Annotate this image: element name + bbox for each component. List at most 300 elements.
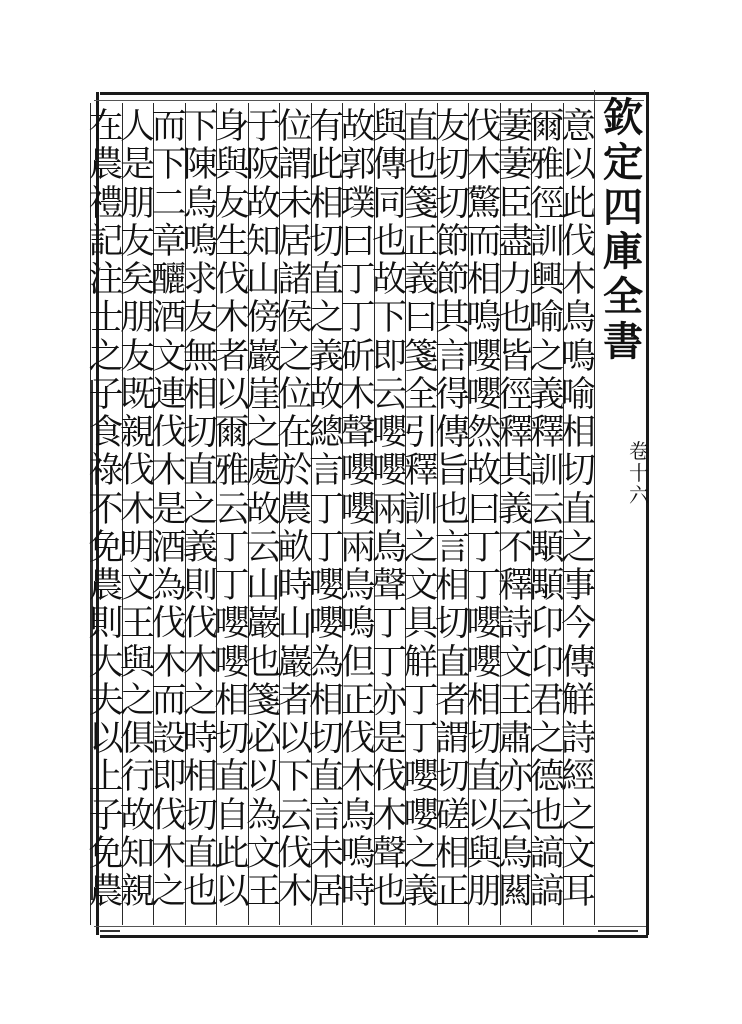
text-char: 為 [308,642,344,683]
text-char: 丁 [371,642,407,683]
text-char: 謞 [529,872,565,912]
text-char: 食 [88,413,124,453]
text-char: 兩 [340,527,376,568]
volume-char: 六 [629,483,649,507]
text-char: 未 [308,833,344,874]
text-char: 丁 [214,566,250,606]
text-char: 親 [119,413,155,453]
book-title [600,96,646,365]
text-char: 不 [88,489,124,530]
text-char: 而 [151,680,187,721]
text-char: 顒 [529,566,565,606]
text-char: 而 [466,221,502,262]
text-char: 之 [245,413,281,453]
text-char: 相 [182,757,218,798]
text-char: 身 [214,107,250,147]
text-char: 伐 [151,795,187,836]
text-char: 聲 [340,413,376,453]
text-char: 友 [119,336,155,377]
text-char: 士 [88,298,124,339]
text-char: 此 [214,833,250,874]
text-char: 直 [434,642,470,683]
text-char: 明 [119,527,155,568]
text-char: 卬 [529,604,565,645]
text-char: 箋 [403,183,439,224]
text-char: 故 [119,795,155,836]
text-char: 友 [434,107,470,147]
text-char: 之 [151,872,187,912]
text-char: 訓 [529,451,565,492]
text-char: 卬 [529,642,565,683]
text-char: 文 [151,336,187,377]
text-char: 此 [308,145,344,186]
text-char: 鳴 [466,298,502,339]
text-char: 亦 [497,757,533,798]
text-char: 磋 [434,795,470,836]
text-char: 時 [277,566,313,606]
text-char: 顒 [529,527,565,568]
text-char: 云 [245,527,281,568]
text-char: 直 [466,757,502,798]
text-char: 謞 [529,833,565,874]
text-char: 萋 [497,107,533,147]
text-char: 求 [182,260,218,300]
text-char: 也 [403,145,439,186]
text-char: 居 [308,872,344,912]
text-char: 文 [119,566,155,606]
text-char: 下 [151,145,187,186]
text-char: 之 [403,527,439,568]
text-char: 之 [277,336,313,377]
text-char: 為 [151,566,187,606]
text-char: 故 [308,374,344,415]
text-char: 在 [277,413,313,453]
text-char: 直 [560,489,596,530]
text-char: 王 [245,872,281,912]
text-char: 有 [308,107,344,147]
text-char: 也 [371,872,407,912]
text-char: 酒 [151,298,187,339]
text-char: 傳 [371,145,407,186]
text-char: 丁 [308,489,344,530]
text-char: 陳 [182,145,218,186]
text-char: 也 [371,221,407,262]
text-char: 之 [560,527,596,568]
text-char: 伐 [151,413,187,453]
text-char: 知 [245,221,281,262]
text-char: 文 [245,833,281,874]
text-char: 以 [560,145,596,186]
text-char: 謂 [434,719,470,759]
text-char: 必 [245,719,281,759]
text-char: 鳴 [340,833,376,874]
text-char: 也 [434,489,470,530]
text-char: 農 [88,145,124,186]
text-char: 之 [560,795,596,836]
text-char: 巖 [245,604,281,645]
text-char: 鳥 [560,298,596,339]
text-char: 朋 [119,183,155,224]
text-char: 曰 [403,298,439,339]
text-char: 上 [88,757,124,798]
text-char: 大 [88,642,124,683]
text-char: 萋 [497,145,533,186]
text-char: 訓 [529,221,565,262]
volume-label [628,440,650,506]
text-char: 肅 [497,719,533,759]
text-char: 居 [277,221,313,262]
text-char: 相 [466,260,502,300]
text-char: 山 [245,566,281,606]
text-char: 故 [245,183,281,224]
text-char: 此 [560,183,596,224]
text-char: 得 [434,374,470,415]
title-char: 書 [603,317,643,365]
text-char: 切 [434,183,470,224]
text-char: 全 [403,374,439,415]
text-char: 時 [340,872,376,912]
text-char: 朋 [119,298,155,339]
text-char: 也 [245,642,281,683]
text-char: 在 [88,107,124,147]
text-char: 鳥 [371,527,407,568]
text-char: 處 [245,451,281,492]
text-char: 事 [560,566,596,606]
text-char: 言 [434,527,470,568]
text-char: 自 [214,795,250,836]
text-char: 旨 [434,451,470,492]
text-char: 木 [151,642,187,683]
text-char: 相 [308,183,344,224]
text-char: 義 [403,260,439,300]
text-char: 相 [434,833,470,874]
text-char: 之 [182,489,218,530]
text-char: 云 [277,795,313,836]
text-char: 釋 [403,451,439,492]
text-char: 木 [214,298,250,339]
volume-char: 卷 [629,439,649,463]
text-char: 之 [88,336,124,377]
text-char: 與 [214,145,250,186]
text-char: 云 [214,489,250,530]
text-char: 禮 [88,183,124,224]
text-char: 云 [371,374,407,415]
text-char: 節 [434,221,470,262]
text-char: 友 [214,183,250,224]
text-char: 伐 [371,757,407,798]
text-char: 璞 [340,183,376,224]
text-char: 俱 [119,719,155,759]
text-char: 意 [560,107,596,147]
title-char: 四 [603,183,643,231]
text-char: 嚶 [308,566,344,606]
text-char: 鳴 [182,221,218,262]
text-char: 切 [434,145,470,186]
text-char: 親 [119,872,155,912]
text-char: 鳥 [340,795,376,836]
text-char: 聲 [371,566,407,606]
text-char: 之 [119,680,155,721]
text-char: 侯 [277,298,313,339]
text-char: 二 [151,183,187,224]
text-char: 伐 [151,604,187,645]
text-char: 人 [119,107,155,147]
text-char: 是 [151,489,187,530]
text-char: 嚶 [214,642,250,683]
text-char: 之 [182,680,218,721]
text-char: 畝 [277,527,313,568]
text-char: 釋 [529,413,565,453]
text-char: 注 [88,260,124,300]
text-char: 木 [466,145,502,186]
text-char: 與 [466,833,502,874]
text-char: 者 [277,680,313,721]
text-char: 喻 [560,374,596,415]
text-char: 正 [434,872,470,912]
text-char: 伐 [277,833,313,874]
text-char: 釃 [151,260,187,300]
text-char: 以 [214,872,250,912]
text-char: 節 [434,260,470,300]
text-char: 木 [340,374,376,415]
text-char: 其 [497,451,533,492]
text-char: 切 [466,719,502,759]
text-char: 位 [277,374,313,415]
text-char: 郭 [340,145,376,186]
column-text [86,107,126,912]
text-char: 引 [403,413,439,453]
text-char: 嚶 [340,451,376,492]
text-char: 箋 [403,336,439,377]
text-char: 伐 [340,719,376,759]
text-char: 以 [214,374,250,415]
text-char: 爾 [214,413,250,453]
text-char: 時 [182,719,218,759]
text-char: 木 [151,833,187,874]
text-char: 總 [308,413,344,453]
text-char: 義 [308,336,344,377]
text-char: 相 [308,680,344,721]
text-char: 祿 [88,451,124,492]
text-char: 免 [88,527,124,568]
text-char: 王 [497,680,533,721]
text-char: 丁 [403,680,439,721]
text-char: 雅 [529,145,565,186]
text-char: 曰 [340,221,376,262]
text-char: 嚶 [466,642,502,683]
text-char: 行 [119,757,155,798]
text-char: 巖 [245,336,281,377]
text-char: 生 [214,221,250,262]
text-column [79,107,133,912]
text-char: 切 [308,719,344,759]
text-char: 木 [371,795,407,836]
text-char: 章 [151,221,187,262]
text-char: 義 [497,489,533,530]
text-char: 嚶 [371,451,407,492]
text-char: 盡 [497,221,533,262]
text-char: 連 [151,374,187,415]
text-char: 詩 [560,719,596,759]
text-char: 其 [434,298,470,339]
text-char: 山 [277,604,313,645]
text-char: 諸 [277,260,313,300]
text-char: 相 [214,680,250,721]
title-char: 全 [603,273,643,321]
text-char: 雅 [214,451,250,492]
text-char: 于 [245,107,281,147]
text-char: 之 [403,833,439,874]
text-char: 義 [403,872,439,912]
text-char: 相 [182,374,218,415]
title-char: 庫 [603,228,643,276]
text-char: 正 [403,221,439,262]
text-char: 故 [371,260,407,300]
text-char: 釋 [497,413,533,453]
text-char: 鳥 [497,833,533,874]
text-char: 文 [497,642,533,683]
text-char: 釋 [497,566,533,606]
text-char: 友 [182,298,218,339]
text-char: 與 [119,642,155,683]
text-char: 德 [529,757,565,798]
text-char: 也 [182,872,218,912]
text-char: 切 [214,719,250,759]
text-char: 言 [308,795,344,836]
text-char: 君 [529,680,565,721]
text-char: 朋 [466,872,502,912]
title-char: 定 [603,138,643,186]
text-char: 喻 [529,298,565,339]
text-char: 切 [434,604,470,645]
text-char: 子 [88,795,124,836]
text-char: 徑 [497,374,533,415]
text-char: 與 [371,107,407,147]
text-char: 切 [434,757,470,798]
text-char: 直 [182,451,218,492]
text-char: 伐 [119,451,155,492]
text-char: 云 [497,795,533,836]
text-char: 木 [119,489,155,530]
text-char: 文 [560,833,596,874]
text-char: 皆 [497,336,533,377]
text-char: 傍 [245,298,281,339]
bottom-rule [94,926,646,927]
text-char: 木 [182,642,218,683]
text-char: 嚶 [340,489,376,530]
text-char: 直 [214,757,250,798]
text-char: 是 [371,719,407,759]
text-char: 丁 [214,527,250,568]
text-char: 嚶 [308,604,344,645]
text-char: 鳴 [560,336,596,377]
text-char: 訓 [403,489,439,530]
text-char: 直 [403,107,439,147]
text-char: 嚶 [466,374,502,415]
text-char: 鳴 [340,604,376,645]
text-char: 即 [151,757,187,798]
text-char: 矣 [119,260,155,300]
text-char: 則 [182,566,218,606]
text-char: 子 [88,374,124,415]
text-char: 嚶 [466,604,502,645]
text-char: 但 [340,642,376,683]
text-char: 傳 [434,413,470,453]
text-char: 耳 [560,872,596,912]
text-char: 文 [403,566,439,606]
text-char: 崖 [245,374,281,415]
text-char: 臣 [497,183,533,224]
text-char: 然 [466,413,502,453]
text-char: 設 [151,719,187,759]
text-char: 丁 [403,719,439,759]
text-char: 是 [119,145,155,186]
text-char: 鳥 [182,183,218,224]
text-char: 酒 [151,527,187,568]
text-char: 伐 [466,107,502,147]
text-char: 同 [371,183,407,224]
text-char: 木 [340,757,376,798]
text-char: 今 [560,604,596,645]
text-char: 故 [340,107,376,147]
text-char: 云 [529,489,565,530]
text-char: 切 [182,413,218,453]
text-char: 伐 [182,604,218,645]
text-char: 言 [308,451,344,492]
text-char: 力 [497,260,533,300]
text-char: 故 [245,489,281,530]
text-char: 兩 [371,489,407,530]
text-char: 木 [277,872,313,912]
text-char: 興 [529,260,565,300]
text-char: 具 [403,604,439,645]
text-char: 知 [119,833,155,874]
text-char: 箋 [245,680,281,721]
text-char: 義 [529,374,565,415]
text-char: 鳥 [340,566,376,606]
text-char: 謂 [277,145,313,186]
volume-char: 十 [629,461,649,485]
text-char: 觧 [560,680,596,721]
text-char: 曰 [466,489,502,530]
text-char: 以 [88,719,124,759]
text-char: 丁 [466,527,502,568]
text-char: 不 [497,527,533,568]
text-char: 相 [466,680,502,721]
text-char: 農 [277,489,313,530]
text-char: 木 [151,451,187,492]
text-char: 直 [308,260,344,300]
text-char: 爾 [529,107,565,147]
text-char: 伐 [214,260,250,300]
text-char: 丁 [340,260,376,300]
text-char: 直 [182,833,218,874]
text-char: 丁 [308,527,344,568]
text-char: 聲 [371,833,407,874]
text-char: 丁 [340,298,376,339]
text-char: 之 [529,719,565,759]
text-char: 切 [308,221,344,262]
text-char: 之 [529,336,565,377]
text-char: 亦 [371,680,407,721]
text-char: 傳 [560,642,596,683]
text-char: 農 [88,872,124,912]
text-char: 切 [560,451,596,492]
text-char: 下 [277,757,313,798]
text-char: 農 [88,566,124,606]
text-char: 闗 [497,872,533,912]
text-char: 阪 [245,145,281,186]
